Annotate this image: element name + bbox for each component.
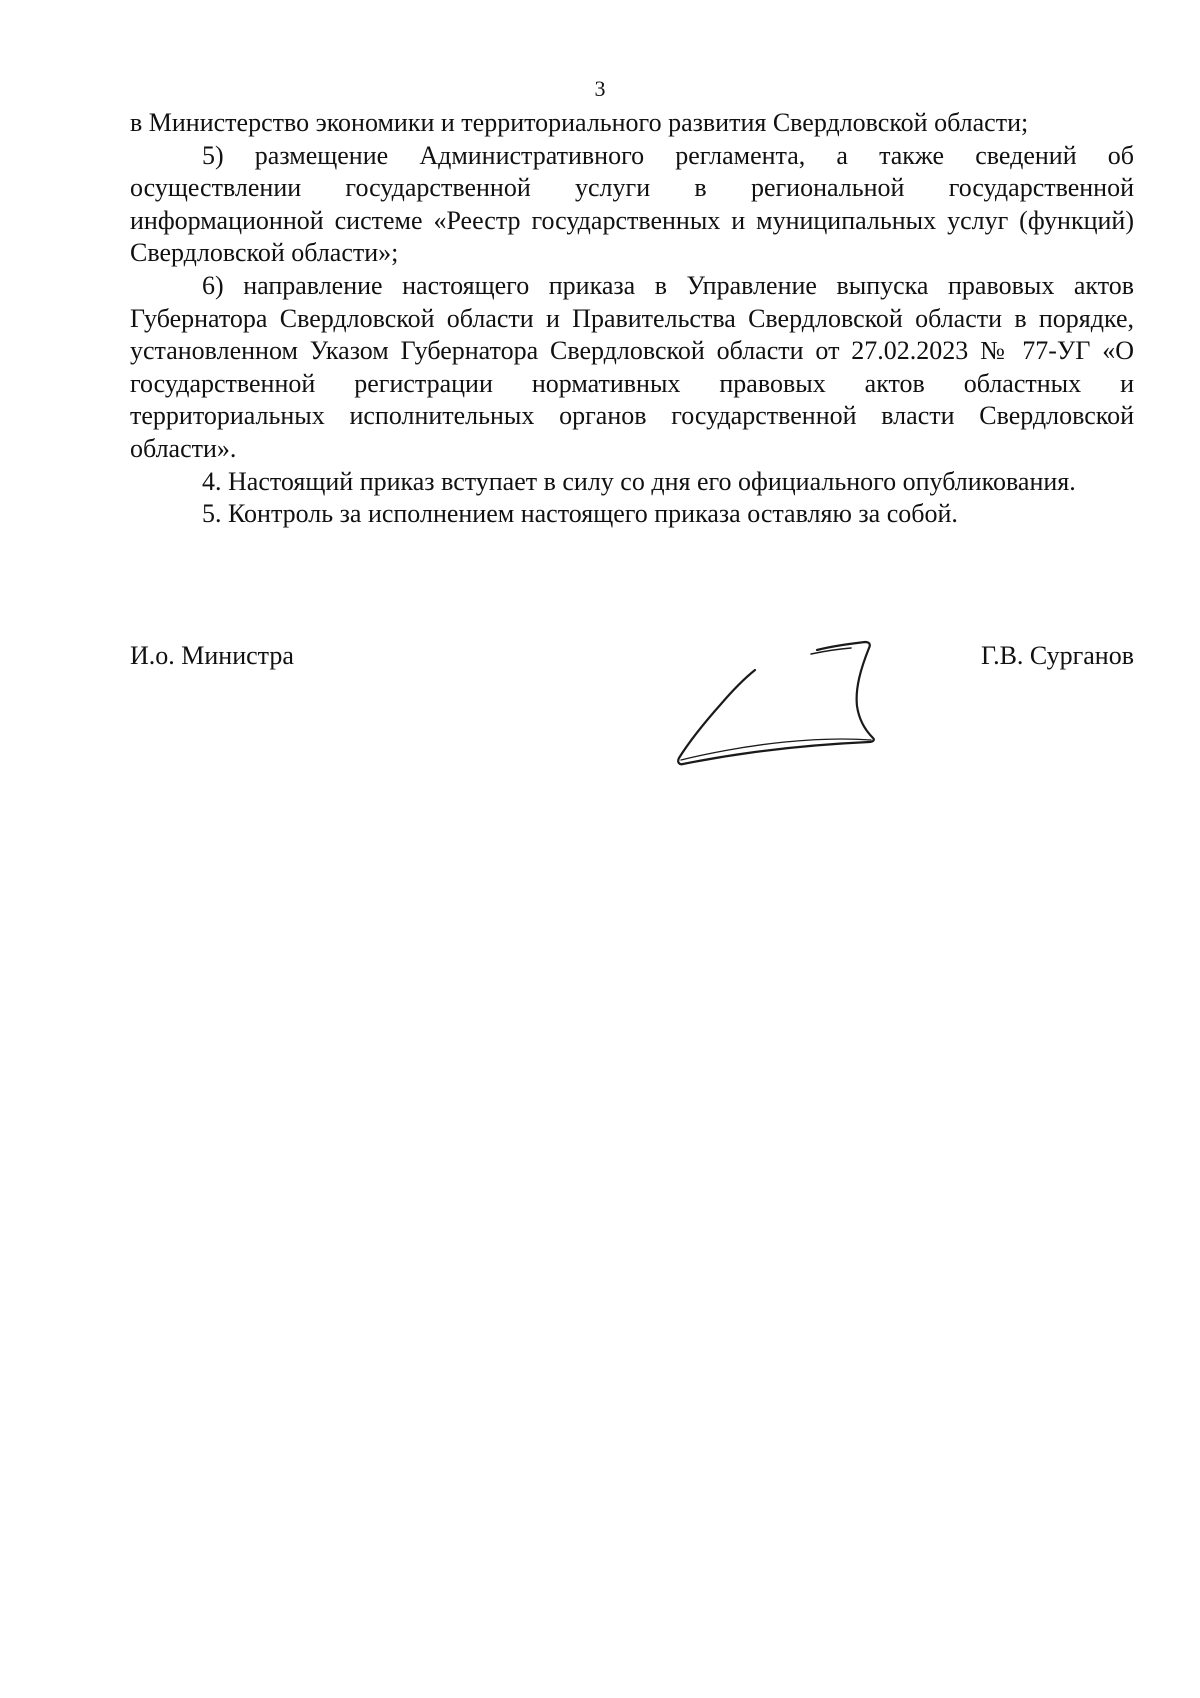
- paragraph-item-5-placement: 5) размещение Административного регламента, а также сведений об осуществлении государственной услуги в региональной государственной информационной системе «Реестр государственных и муниципальных услуг (функций) Свердловской области»;: [130, 140, 1134, 268]
- paragraph-clause-5-control: 5. Контроль за исполнением настоящего приказа оставляю за собой.: [202, 499, 958, 529]
- paragraph-continuation: в Министерство экономики и территориального развития Свердловской области;: [130, 108, 1029, 137]
- page-number: 3: [594, 76, 606, 101]
- handwritten-signature-icon: [675, 632, 915, 782]
- paragraph-item-6-submission: 6) направление настоящего приказа в Управление выпуска правовых актов Губернатора Свердловской области и Правительства Свердловской области в порядке, установленном Указом Губернатора Свердловской области от 27.02.2023 № 77-УГ «О государственной регистрации нормативных правовых актов областных и территориальных исполнительных органов государственной власти Свердловской области».: [130, 270, 1134, 463]
- signer-name: Г.В. Сурганов: [980, 641, 1134, 670]
- signature-block: [130, 640, 1134, 680]
- paragraph-clause-4-effective-date: 4. Настоящий приказ вступает в силу со дня его официального опубликования.: [202, 466, 1076, 496]
- signer-position-title: И.о. Министра: [130, 641, 294, 670]
- document-body: [130, 107, 1134, 531]
